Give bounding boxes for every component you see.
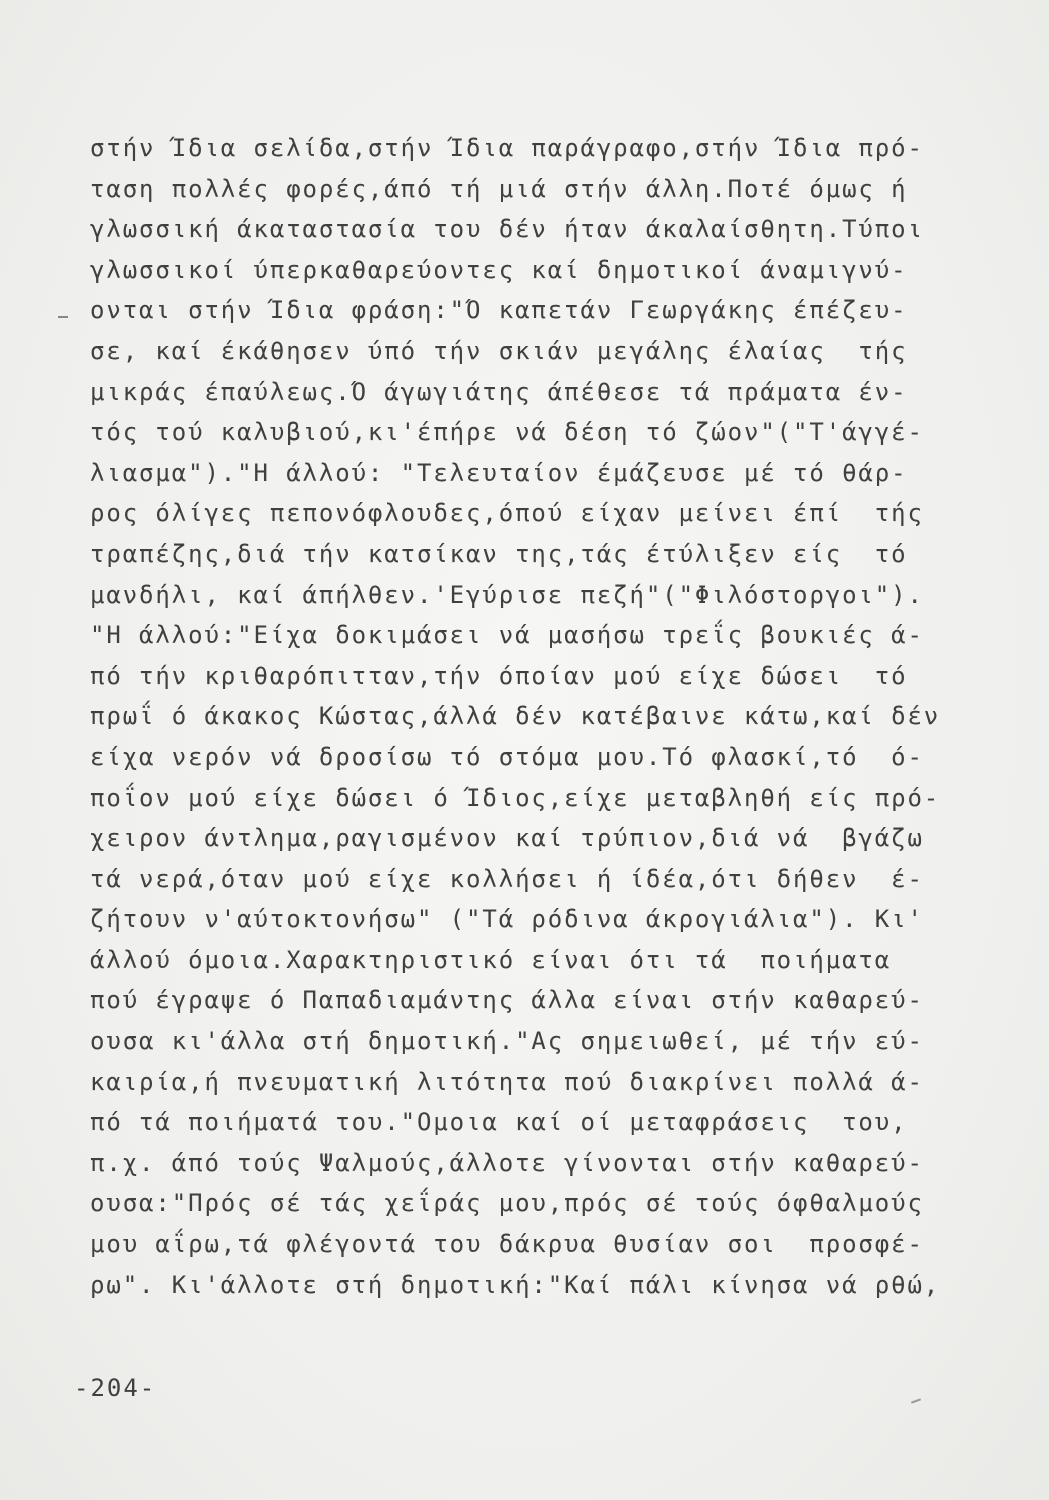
text-line: μικράς έπαύλεως.Ό άγωγιάτης άπέθεσε τά πράματα έν- (90, 377, 908, 406)
text-line: τά νερά,όταν μού είχε κολλήσει ή ίδέα,ότι δήθεν έ- (90, 864, 924, 893)
text-line: σε, καί έκάθησεν ύπό τήν σκιάν μεγάλης έλαίας τής (90, 336, 908, 365)
text-line: τραπέζης,διά τήν κατσίκαν της,τάς έτύλιξεν είς τό (90, 539, 908, 568)
text-line: ονται στήν Ίδια φράση:"Ό καπετάν Γεωργάκης έπέζευ- (90, 296, 908, 325)
text-line: "Η άλλού:"Είχα δοκιμάσει νά μασήσω τρεΐς βουκιές ά- (90, 621, 924, 650)
text-line: μανδήλι, καί άπήλθεν.'Εγύρισε πεζή"("Φιλόστοργοι"). (90, 580, 924, 609)
text-line: πό τά ποιήματά του."Ομοια καί οί μεταφράσεις του, (90, 1108, 908, 1137)
text-line: τός τού καλυβιού,κι'έπήρε νά δέση τό ζώον"("Τ'άγγέ- (90, 418, 924, 447)
scan-speck (911, 1398, 921, 1403)
margin-mark (58, 316, 68, 318)
page-number: -204- (74, 1374, 157, 1402)
body-text (90, 128, 990, 1305)
text-line: πρωΐ ό άκακος Κώστας,άλλά δέν κατέβαινε κάτω,καί δέν (90, 702, 941, 731)
text-line: γλωσσικοί ύπερκαθαρεύοντες καί δημοτικοί άναμιγνύ- (90, 255, 908, 284)
text-line: στήν Ίδια σελίδα,στήν Ίδια παράγραφο,στήν Ίδια πρό- (90, 134, 924, 162)
text-line: μου αΐρω,τά φλέγοντά του δάκρυα θυσίαν σοι προσφέ- (90, 1230, 924, 1259)
text-line: ουσα:"Πρός σέ τάς χεΐράς μου,πρός σέ τούς όφθαλμούς (90, 1189, 924, 1218)
text-line: ζήτουν ν'αύτοκτονήσω" ("Τά ρόδινα άκρογιάλια"). Κι' (90, 905, 924, 934)
text-line: ταση πολλές φορές,άπό τή μιά στήν άλλη.Ποτέ όμως ή (90, 174, 908, 203)
text-line: π.χ. άπό τούς Ψαλμούς,άλλοτε γίνονται στήν καθαρεύ- (90, 1148, 924, 1177)
text-line: πού έγραψε ό Παπαδιαμάντης άλλα είναι στήν καθαρεύ- (90, 986, 924, 1015)
text-line: ουσα κι'άλλα στή δημοτική."Ας σημειωθεί, μέ τήν εύ- (90, 1027, 924, 1056)
text-line: πό τήν κριθαρόπιτταν,τήν όποίαν μού είχε δώσει τό (90, 661, 908, 690)
text-line: λιασμα")."Η άλλού: "Τελευταίον έμάζευσε μέ τό θάρ- (90, 458, 908, 487)
text-line: είχα νερόν νά δροσίσω τό στόμα μου.Τό φλασκί,τό ό- (90, 742, 924, 771)
text-line: γλωσσική άκαταστασία του δέν ήταν άκαλαίσθητη.Τύποι (90, 215, 924, 244)
text-line: χειρον άντλημα,ραγισμένον καί τρύπιον,διά νά βγάζω (90, 824, 924, 853)
text-line: ρος όλίγες πεπονόφλουδες,όπού είχαν μείνει έπί τής (90, 499, 924, 528)
text-line: ρω". Κι'άλλοτε στή δημοτική:"Καί πάλι κίνησα νά ρθώ, (90, 1270, 941, 1299)
text-line: καιρία,ή πνευματική λιτότητα πού διακρίνει πολλά ά- (90, 1067, 924, 1096)
text-line: ποΐον μού είχε δώσει ό Ίδιος,είχε μεταβληθή είς πρό- (90, 783, 941, 812)
text-line: άλλού όμοια.Χαρακτηριστικό είναι ότι τά ποιήματα (90, 945, 892, 974)
